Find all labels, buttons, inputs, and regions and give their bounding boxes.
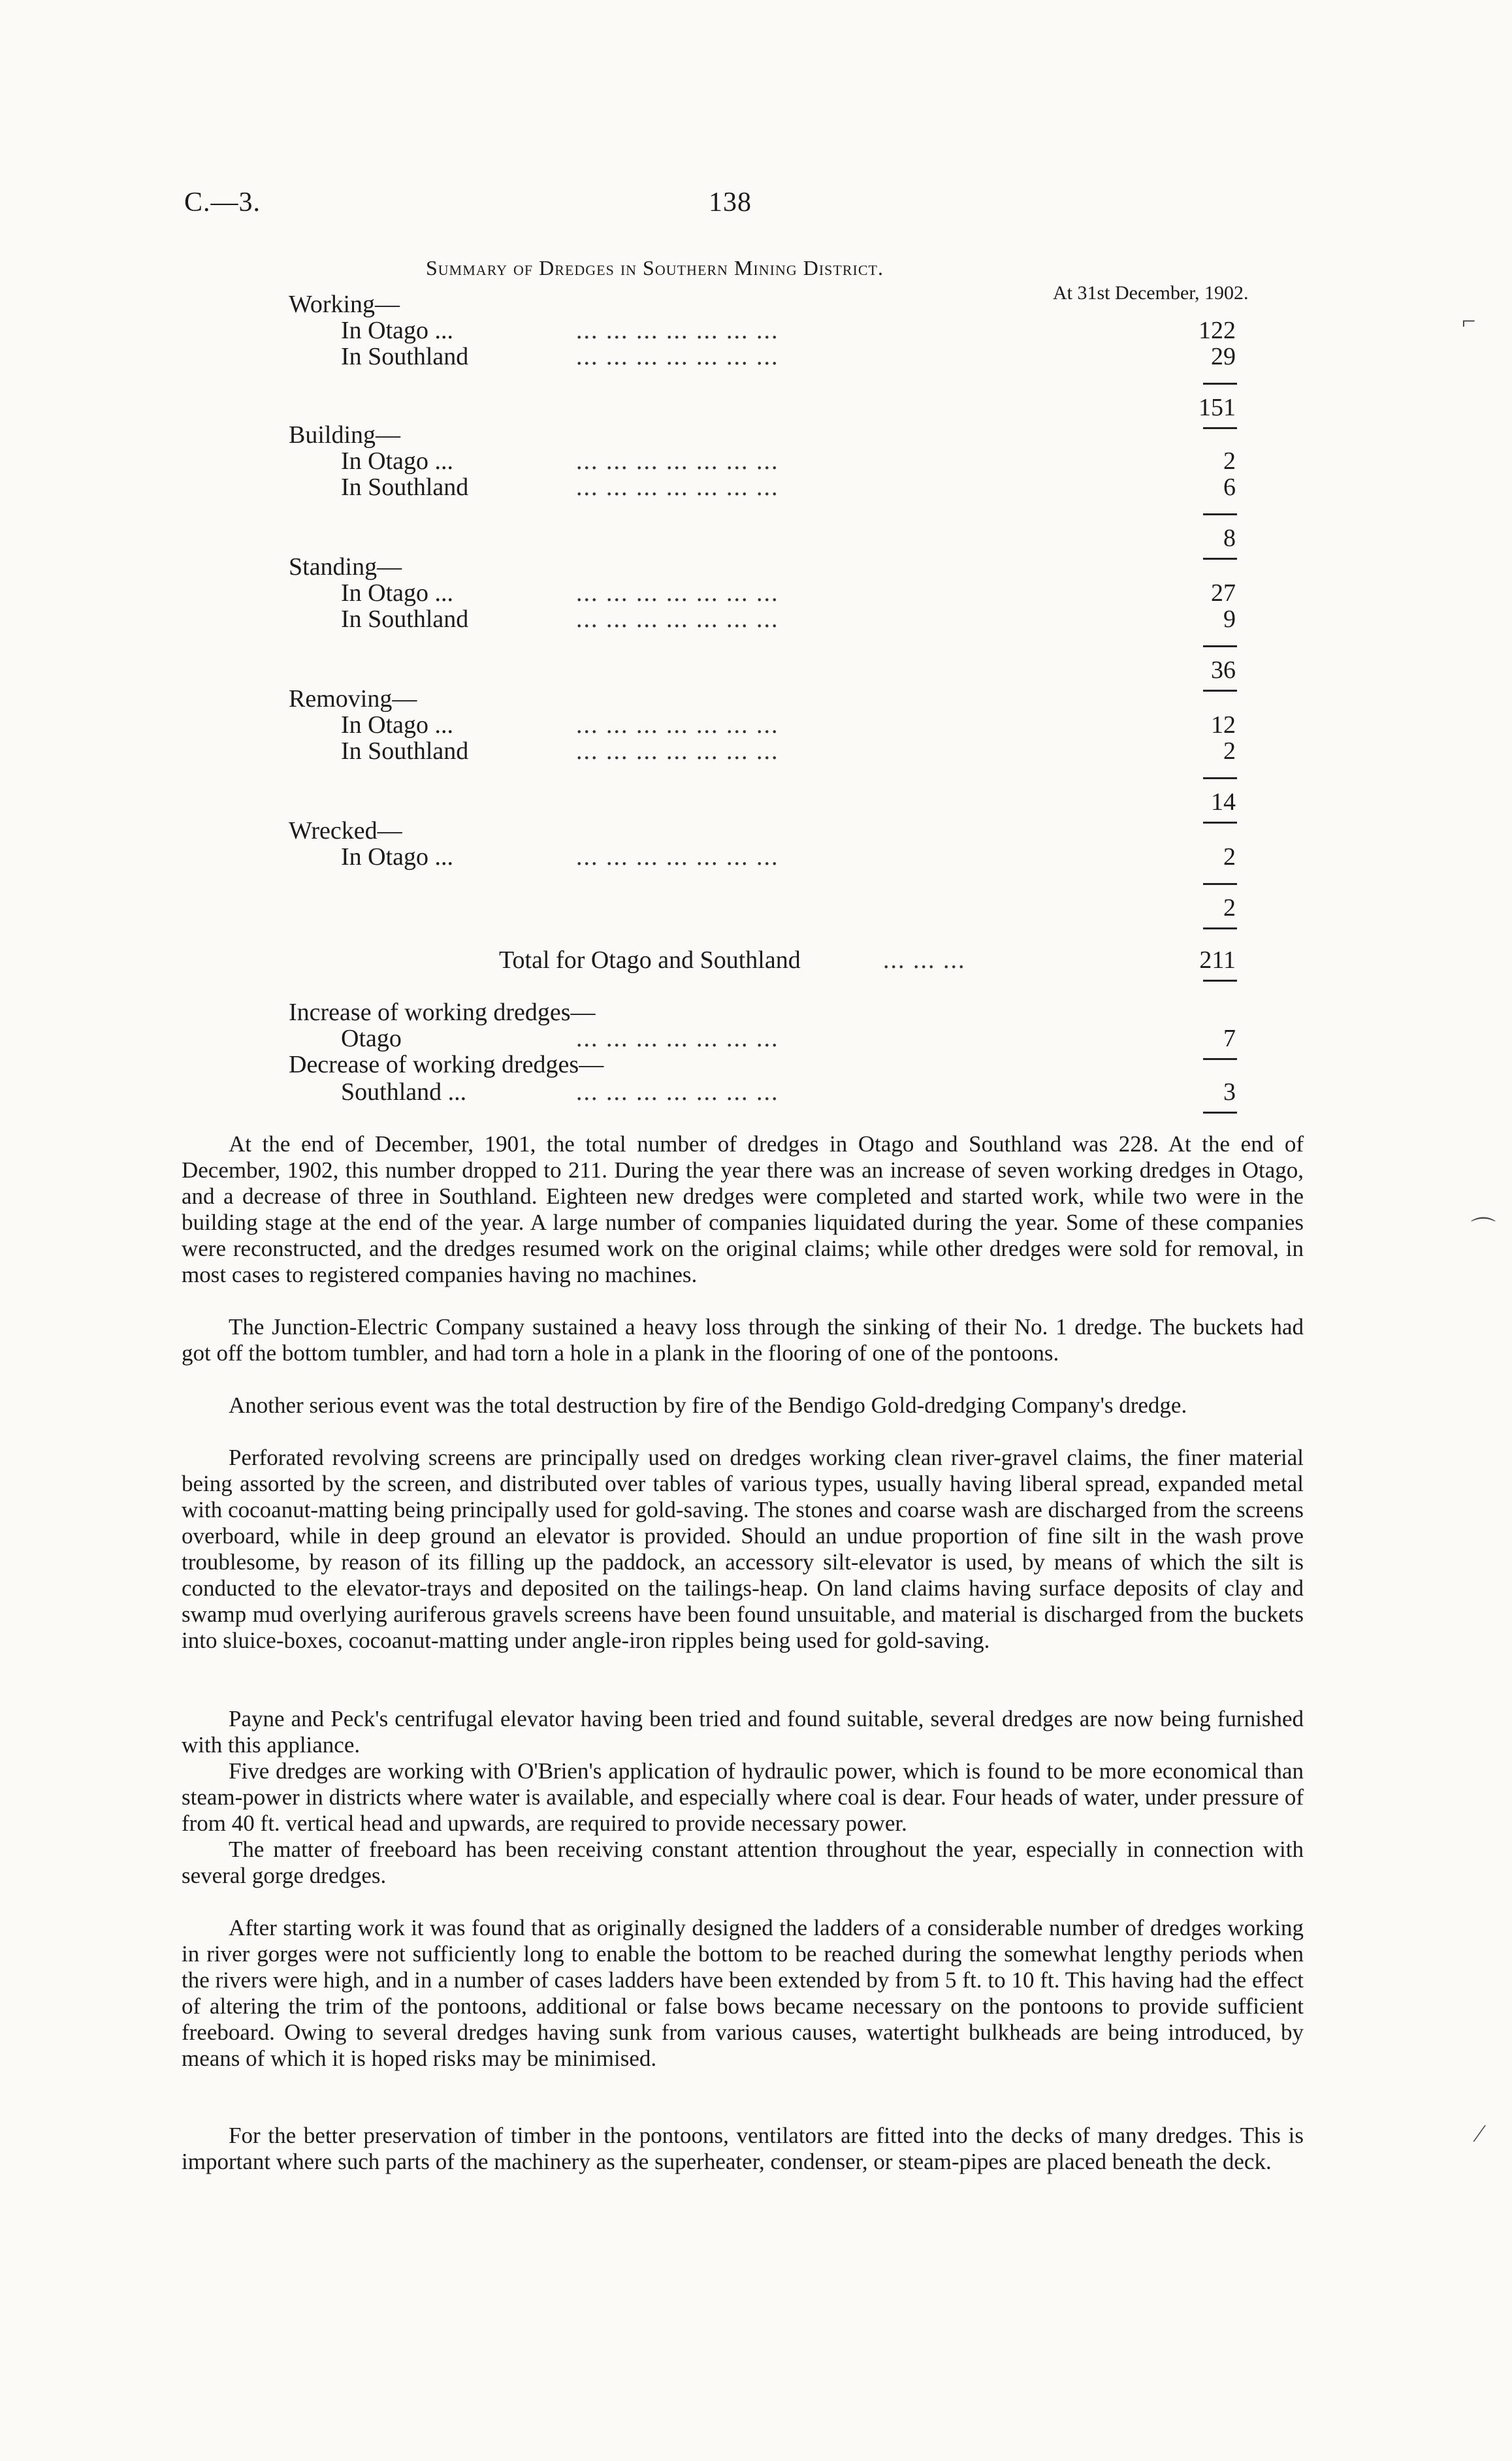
table-row-label: In Otago ... <box>341 711 454 739</box>
group-label: Removing— <box>289 685 417 713</box>
body-paragraph: For the better preservation of timber in the pontoons, ventilators are fitted into the decks of many dredges. This is important where such parts of the machinery as the superheater, condenser, or steam-pipes are placed beneath the deck. <box>182 2123 1304 2174</box>
leader-dots: ... ... ... ... ... ... ... <box>576 579 779 607</box>
table-row-value: 7 <box>1223 1025 1236 1052</box>
table-rule <box>1203 822 1237 824</box>
total-value: 211 <box>1199 946 1236 974</box>
table-row-value: 2 <box>1223 737 1236 765</box>
total-label: Total for Otago and Southland <box>499 946 801 974</box>
leader-dots: ... ... ... ... ... ... ... <box>576 843 779 871</box>
body-paragraph: Payne and Peck's centrifugal elevator having been tried and found suitable, several dredges are now being furnished with this appliance. <box>182 1706 1304 1758</box>
leader-dots: ... ... ... ... ... ... ... <box>576 343 779 370</box>
body-paragraph: At the end of December, 1901, the total number of dredges in Otago and Southland was 228. At the end of December, 1902, this number dropped to 211. During the year there was an increase of seven working dredges in Otago, and a decrease of three in Southland. Eighteen new dredges were completed and started work, while two were in the building stage at the end of the year. A large number of companies liquidated during the year. Some of these companies were reconstructed, and the dredges resumed work on the original claims; while other dredges were sold for removal, in most cases to registered companies having no machines. <box>182 1131 1304 1287</box>
body-paragraph: Perforated revolving screens are principally used on dredges working clean river-gravel claims, the finer material being assorted by the screen, and distributed over tables of various types, usually having liberal spread, expanded metal with cocoanut-matting being principally used for gold-saving. The stones and coarse wash are discharged from the screens overboard, while in deep ground an elevator is provided. Should an undue proportion of fine silt in the wash prove troublesome, by reason of its filling up the paddock, an accessory silt-elevator is used, by means of which the silt is conducted to the elevator-trays and deposited on the tailings-heap. On land claims having surface deposits of clay and swamp mud overlying auriferous gravels screens have been found unsuitable, and material is discharged from the buckets into sluice-boxes, cocoanut-matting under angle-iron ripples being used for gold-saving. <box>182 1445 1304 1653</box>
table-rule <box>1203 427 1237 429</box>
group-subtotal: 151 <box>1198 394 1236 421</box>
group-subtotal: 14 <box>1211 788 1236 816</box>
table-rule <box>1203 777 1237 779</box>
table-rule <box>1203 513 1237 515</box>
leader-dots: ... ... ... ... ... ... ... <box>576 737 779 765</box>
group-label: Standing— <box>289 553 402 581</box>
column-heading: At 31st December, 1902. <box>1053 282 1249 304</box>
leader-dots: ... ... ... ... ... ... ... <box>576 1025 779 1052</box>
group-label: Working— <box>289 291 400 318</box>
table-row-value: 2 <box>1223 843 1236 871</box>
table-row-label: In Otago ... <box>341 843 454 871</box>
leader-dots: ... ... ... ... ... ... ... <box>576 1078 779 1106</box>
table-row-value: 12 <box>1211 711 1236 739</box>
table-row-label: In Otago ... <box>341 447 454 475</box>
table-row-label: In Southland <box>341 474 469 501</box>
group-subtotal: 8 <box>1223 524 1236 552</box>
table-row-value: 27 <box>1211 579 1236 607</box>
table-rule <box>1203 883 1237 885</box>
table-rule <box>1203 927 1237 929</box>
table-row-value: 3 <box>1223 1078 1236 1106</box>
leader-dots: ... ... ... ... ... ... ... <box>576 447 779 475</box>
body-paragraph: Five dredges are working with O'Brien's application of hydraulic power, which is found to be more economical than steam-power in districts where water is available, and especially where coal is dear. Four heads of water, under pressure of from 40 ft. vertical head and upwards, are required to provide necessary power. <box>182 1758 1304 1836</box>
body-paragraph: After starting work it was found that as originally designed the ladders of a considerable number of dredges working in river gorges were not sufficiently long to enable the bottom to be reached during the somewhat lengthy periods when the rivers were high, and in a number of cases ladders have been extended by from 5 ft. to 10 ft. This having had the effect of altering the trim of the pontoons, additional or false bows became necessary on the pontoons to provide sufficient freeboard. Owing to several dredges having sunk from various causes, watertight bulkheads are being introduced, by means of which it is hoped risks may be minimised. <box>182 1915 1304 2071</box>
document-reference: C.—3. <box>184 187 261 217</box>
leader-dots: ... ... ... ... ... ... ... <box>576 711 779 739</box>
leader-dots: ... ... ... <box>883 946 966 974</box>
table-row-value: 6 <box>1223 474 1236 501</box>
table-row-label: In Otago ... <box>341 579 454 607</box>
margin-mark: ⌐ <box>1462 308 1476 335</box>
body-paragraph: The Junction-Electric Company sustained a heavy loss through the sinking of their No. 1 dredge. The buckets had got off the bottom tumbler, and had torn a hole in a plank in the flooring of one of the pontoons. <box>182 1314 1304 1366</box>
margin-mark: ⁄ <box>1477 2120 1482 2147</box>
leader-dots: ... ... ... ... ... ... ... <box>576 317 779 344</box>
table-row-value: 29 <box>1211 343 1236 370</box>
margin-mark: ⌒ <box>1471 1217 1496 1244</box>
table-row-label: In Southland <box>341 343 469 370</box>
table-rule <box>1203 558 1237 560</box>
table-rule <box>1203 980 1237 982</box>
group-subtotal: 2 <box>1223 894 1236 922</box>
table-row-value: 122 <box>1198 317 1236 344</box>
table-rule <box>1203 383 1237 385</box>
summary-title: Summary of Dredges in Southern Mining District. <box>426 256 884 280</box>
table-rule <box>1203 690 1237 692</box>
table-rule <box>1203 1112 1237 1114</box>
group-subtotal: 36 <box>1211 656 1236 684</box>
table-row-value: 2 <box>1223 447 1236 475</box>
decrease-label: Decrease of working dredges— <box>289 1051 604 1078</box>
leader-dots: ... ... ... ... ... ... ... <box>576 474 779 501</box>
summary-table <box>289 0 1334 1136</box>
group-label: Building— <box>289 421 401 449</box>
body-paragraph: The matter of freeboard has been receiving constant attention throughout the year, especially in connection with several gorge dredges. <box>182 1837 1304 1888</box>
table-rule <box>1203 1058 1237 1060</box>
body-paragraph: Another serious event was the total destruction by fire of the Bendigo Gold-dredging Company's dredge. <box>229 1392 1187 1418</box>
page-number: 138 <box>709 187 752 217</box>
table-row-label: In Southland <box>341 737 469 765</box>
table-row-label: In Southland <box>341 605 469 633</box>
group-label: Wrecked— <box>289 817 402 844</box>
table-row-label: Southland ... <box>341 1078 467 1106</box>
table-row-value: 9 <box>1223 605 1236 633</box>
increase-label: Increase of working dredges— <box>289 999 596 1026</box>
table-row-label: Otago <box>341 1025 402 1052</box>
table-row-label: In Otago ... <box>341 317 454 344</box>
table-rule <box>1203 645 1237 647</box>
leader-dots: ... ... ... ... ... ... ... <box>576 605 779 633</box>
